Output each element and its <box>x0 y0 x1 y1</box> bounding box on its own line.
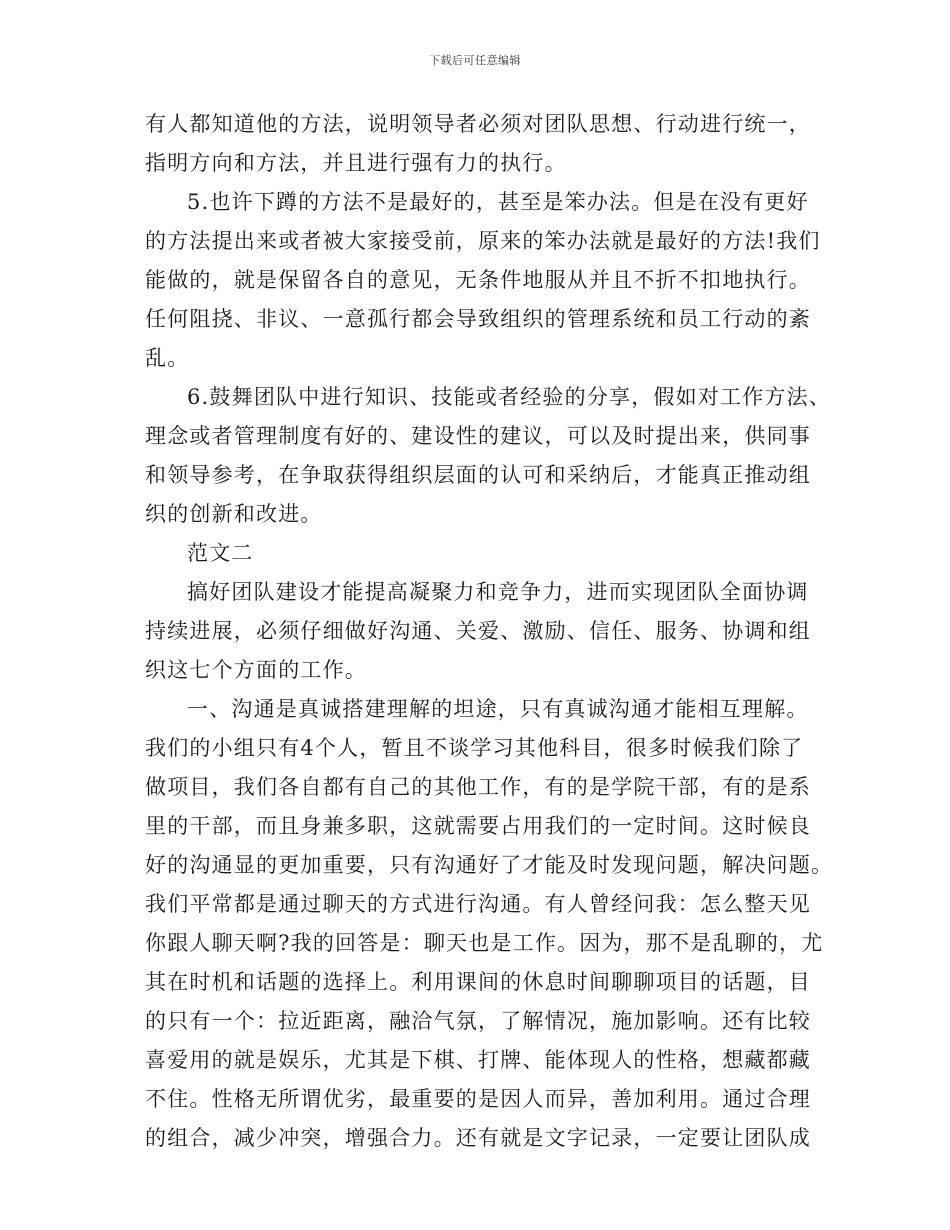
text-line: 6.鼓舞团队中进行知识、技能或者经验的分享，假如对工作方法、 <box>187 385 832 409</box>
text-line: 有人都知道他的方法，说明领导者必须对团队思想、行动进行统一， <box>145 112 811 136</box>
text-line: 5.也许下蹲的方法不是最好的，甚至是笨办法。但是在没有更好 <box>187 190 809 214</box>
text-line: 喜爱用的就是娱乐，尤其是下棋、打牌、能体现人的性格，想藏都藏 <box>145 1048 811 1072</box>
text-line: 我们平常都是通过聊天的方式进行沟通。有人曾经问我：怎么整天见 <box>145 892 811 916</box>
text-line: 其在时机和话题的选择上。利用课间的休息时间聊聊项目的话题，目 <box>145 970 811 994</box>
text-line: 的组合，减少冲突，增强合力。还有就是文字记录，一定要让团队成 <box>145 1126 811 1150</box>
text-line: 织这七个方面的工作。 <box>145 658 367 682</box>
text-line: 好的沟通显的更加重要，只有沟通好了才能及时发现问题，解决问题。 <box>145 853 834 877</box>
text-line: 乱。 <box>145 346 190 370</box>
section-heading: 范文二 <box>187 541 254 565</box>
text-line: 里的干部，而且身兼多职，这就需要占用我们的一定时间。这时候良 <box>145 814 811 838</box>
text-line: 指明方向和方法，并且进行强有力的执行。 <box>145 151 567 175</box>
text-line: 持续进展，必须仔细做好沟通、关爱、激励、信任、服务、协调和组 <box>145 619 811 643</box>
text-line: 能做的，就是保留各自的意见，无条件地服从并且不折不扣地执行。 <box>145 268 811 292</box>
text-line: 的方法提出来或者被大家接受前，原来的笨办法就是最好的方法!我们 <box>145 229 821 253</box>
text-line: 理念或者管理制度有好的、建设性的建议，可以及时提出来，供同事 <box>145 424 811 448</box>
text-line: 织的创新和改进。 <box>145 502 323 526</box>
text-line: 任何阻挠、非议、一意孤行都会导致组织的管理系统和员工行动的紊 <box>145 307 811 331</box>
text-line: 不住。性格无所谓优劣，最重要的是因人而异，善加利用。通过合理 <box>145 1087 811 1111</box>
text-line: 做项目，我们各自都有自己的其他工作，有的是学院干部，有的是系 <box>145 775 811 799</box>
text-line: 和领导参考，在争取获得组织层面的认可和采纳后，才能真正推动组 <box>145 463 811 487</box>
text-line: 的只有一个：拉近距离，融洽气氛，了解情况，施加影响。还有比较 <box>145 1009 811 1033</box>
page-header: 下载后可任意编辑 <box>429 54 521 67</box>
text-line: 一、沟通是真诚搭建理解的坦途，只有真诚沟通才能相互理解。 <box>187 697 809 721</box>
text-line: 我们的小组只有4个人，暂且不谈学习其他科目，很多时候我们除了 <box>145 736 804 760</box>
text-line: 搞好团队建设才能提高凝聚力和竞争力，进而实现团队全面协调 <box>187 580 809 604</box>
text-line: 你跟人聊天啊?我的回答是：聊天也是工作。因为，那不是乱聊的，尤 <box>145 931 824 955</box>
